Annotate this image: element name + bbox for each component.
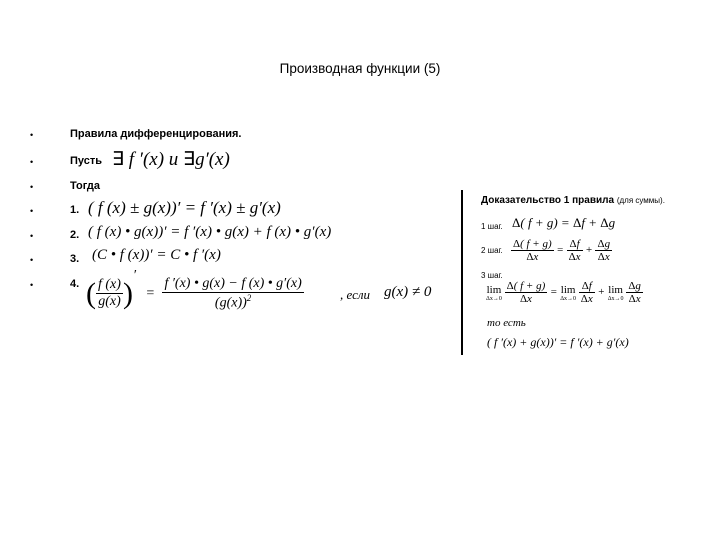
section-divider xyxy=(461,190,463,355)
rule-number: 2. xyxy=(70,229,80,241)
bullet-marker: • xyxy=(30,255,34,265)
page-title: Производная функции (5) xyxy=(279,61,441,76)
product-rule-formula: ( f (x) • g(x))′ = f ′(x) • g(x) + f (x) • g′(x) xyxy=(88,224,332,240)
rules-heading: Правила дифференцирования. xyxy=(70,128,242,140)
step-label: 1 шаг. xyxy=(481,222,503,231)
bullet-marker: • xyxy=(30,231,34,241)
quotient-condition-formula: g(x) ≠ 0 xyxy=(384,284,432,300)
rule-number: 3. xyxy=(70,253,80,265)
rule-number: 1. xyxy=(70,204,80,216)
bullet-marker: • xyxy=(30,182,34,192)
step2-formula: $\frac{\Delta( f + g)}{\Delta x}$ = $\frac{\Delta f}{\Delta x}$ + $\frac{\Delta g}{\Delta x}$ xyxy=(513,238,611,263)
proof-heading-text: Доказательство 1 правила xyxy=(481,195,615,206)
existence-formula: ∃ f ′(x) и ∃g′(x) xyxy=(112,149,230,170)
constant-rule-formula: (C • f (x))′ = C • f ′(x) xyxy=(92,247,221,263)
step3-formula: lim Δx→0 $\frac{\Delta( f + g)}{\Delta x}$ = lim Δx→0 $\frac{\Delta f}{\Delta x}$ + lim Δx→0 $\frac{\Delta g}{\Delta x}$ xyxy=(486,280,641,305)
that-is-label: то есть xyxy=(487,317,526,329)
sum-rule-formula: ( f (x) ± g(x))′ = f ′(x) ± g′(x) xyxy=(88,198,281,217)
step-label: 3 шаг. xyxy=(481,271,503,280)
quotient-rule-formula: ( $\frac{f (x)}{g(x)}$ )′ = $\frac{f '(x) • g(x) - f (x) • g'(x)}{(g(x))^2}$ xyxy=(86,268,302,311)
rule-number: 4. xyxy=(70,278,80,290)
step-label: 2 шаг. xyxy=(481,246,503,255)
bullet-marker: • xyxy=(30,130,34,140)
bullet-marker: • xyxy=(30,206,34,216)
then-label: Тогда xyxy=(70,180,101,192)
proof-heading-note: (для суммы). xyxy=(616,196,665,205)
proof-conclusion-formula: ( f ′(x) + g(x))′ = f ′(x) + g′(x) xyxy=(487,335,629,349)
bullet-marker: • xyxy=(30,157,34,167)
let-label: Пусть xyxy=(70,155,103,167)
proof-heading xyxy=(481,195,665,206)
step1-formula: Δ( f + g) = Δf + Δg xyxy=(512,215,616,230)
bullet-marker: • xyxy=(30,280,34,290)
quotient-condition-word: , если xyxy=(340,287,371,302)
